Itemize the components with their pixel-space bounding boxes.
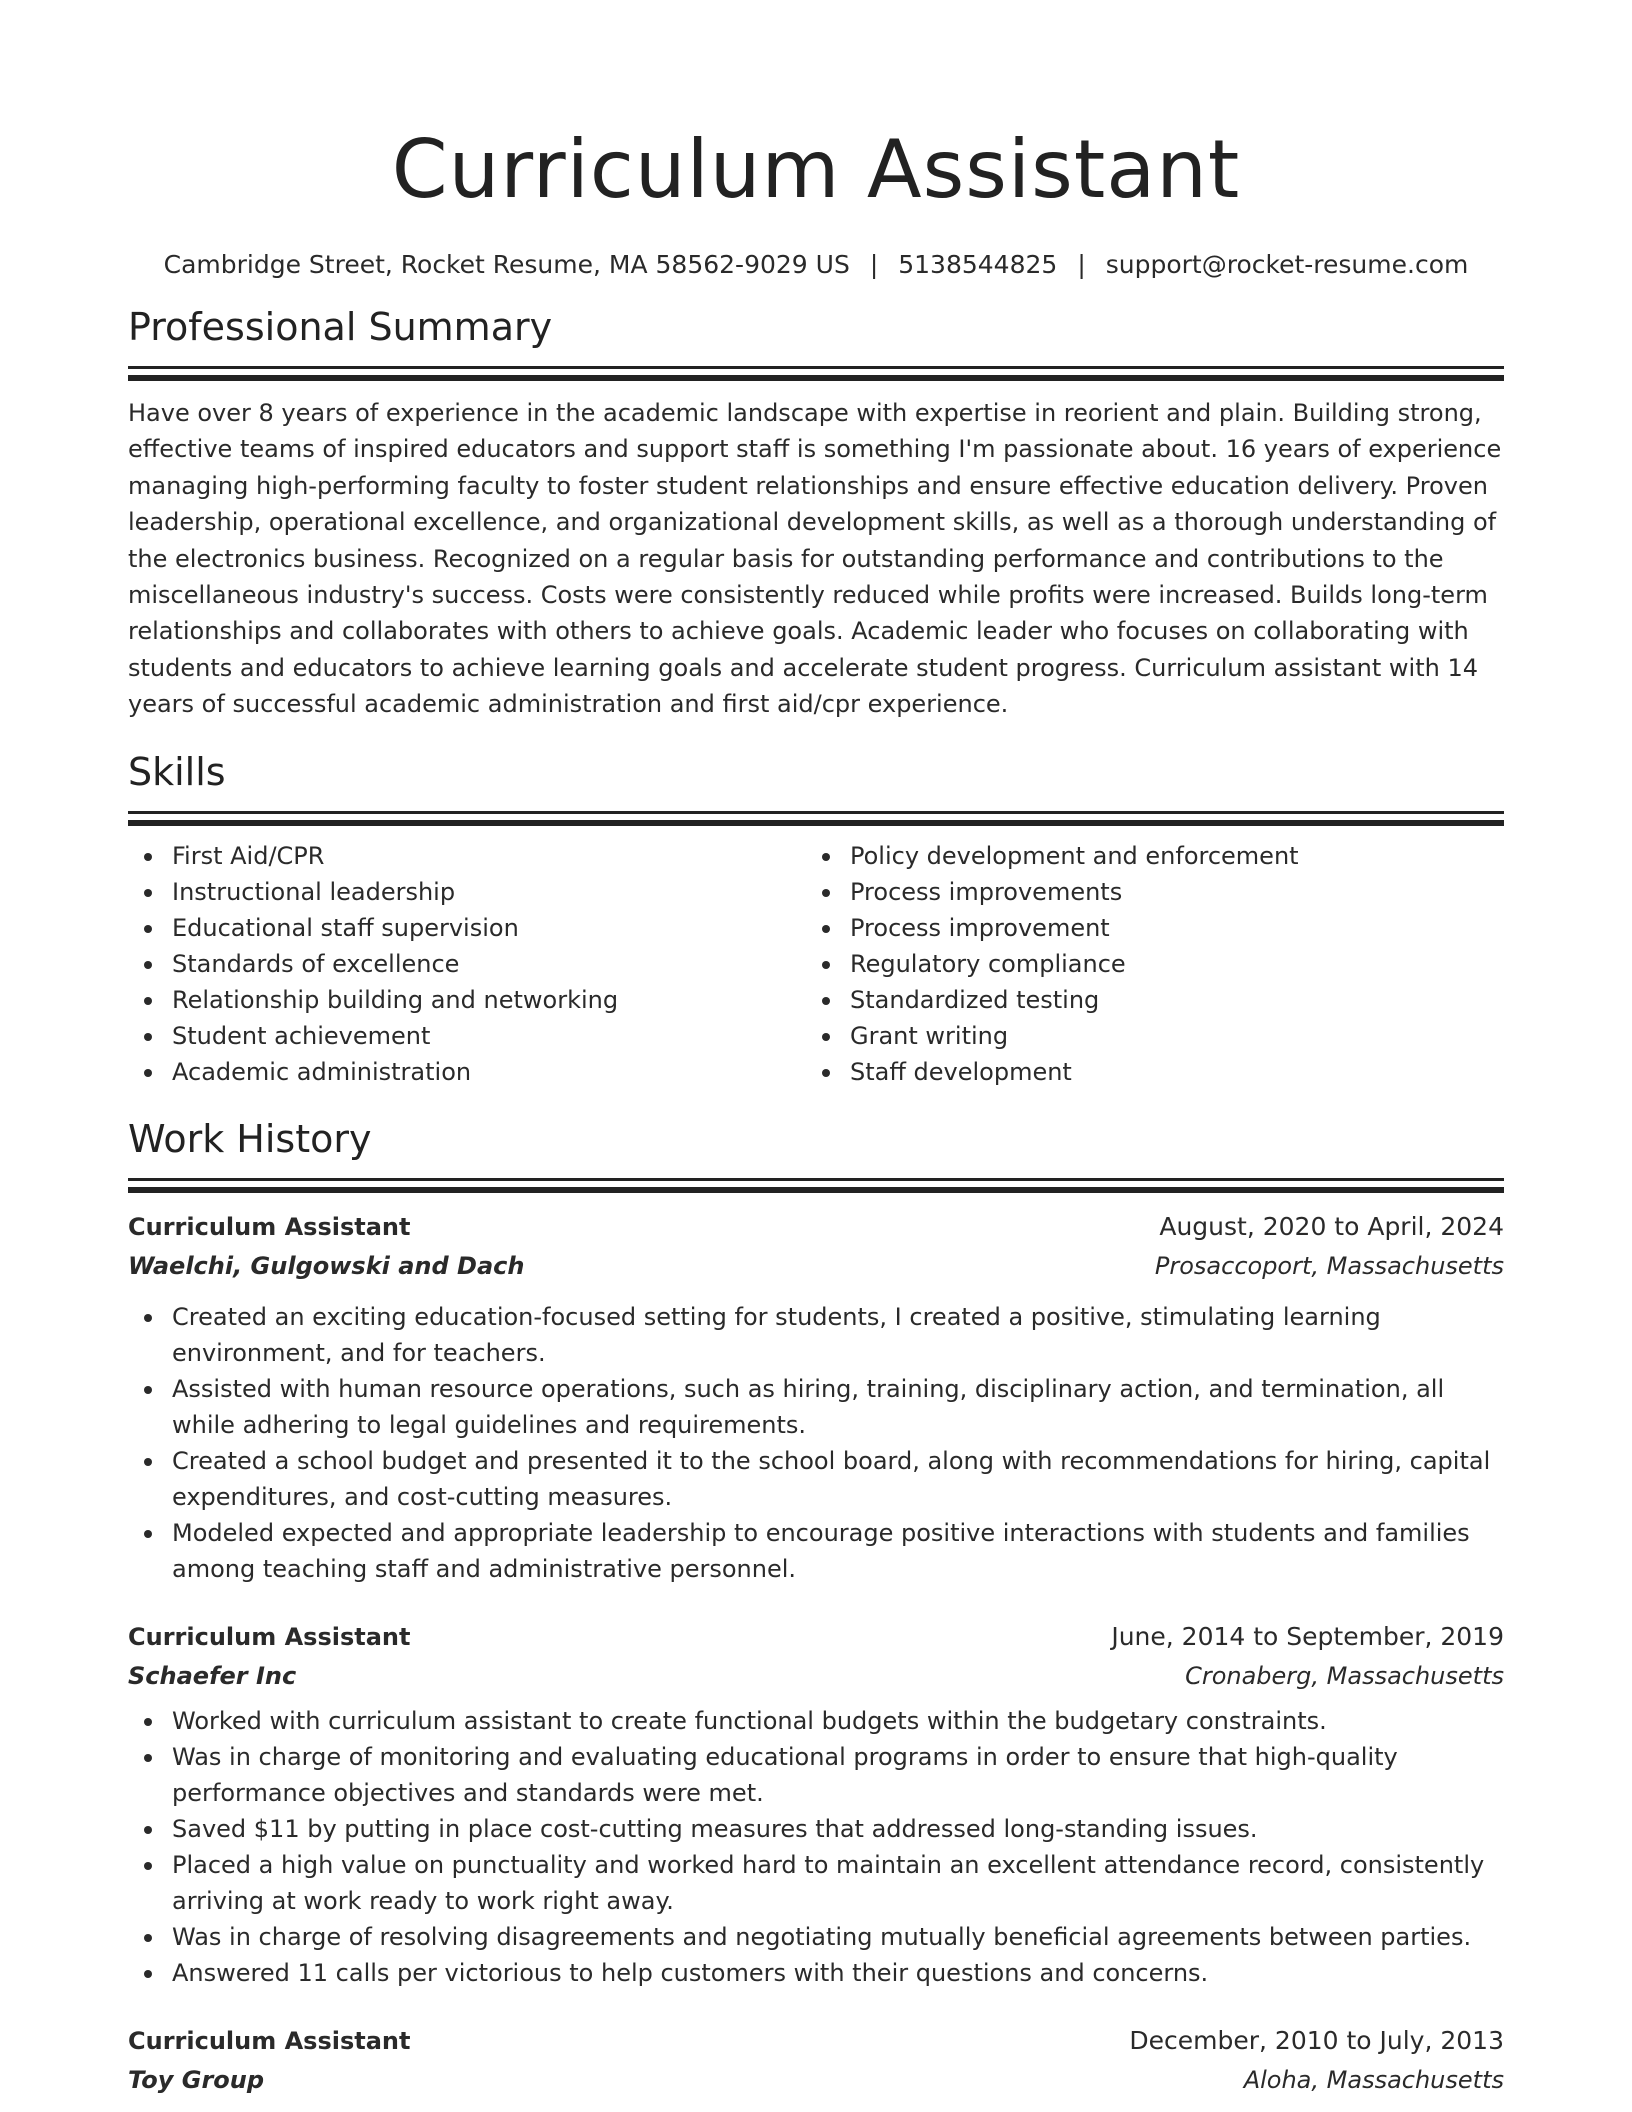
section-rule (128, 1178, 1504, 1181)
job-dates: August, 2020 to April, 2024 (1159, 1211, 1504, 1241)
contact-email: support@rocket-resume.com (1105, 250, 1469, 279)
summary-section (128, 304, 1504, 723)
section-rule (128, 366, 1504, 369)
job-company: Toy Group (128, 2065, 265, 2094)
section-rule (128, 811, 1504, 814)
contact-separator: | (1077, 250, 1086, 279)
skill-item: Standards of excellence (128, 946, 806, 982)
job-bullet: Worked with curriculum assistant to create functional budgets within the budgetary constraints. (128, 1703, 1504, 1739)
skill-item: Policy development and enforcement (806, 838, 1484, 874)
skill-item: Educational staff supervision (128, 910, 806, 946)
skill-item: Process improvements (806, 874, 1484, 910)
job-bullet: Placed a high value on punctuality and worked hard to maintain an excellent attendance record, consistently arriving at work ready to work right away. (128, 1847, 1504, 1919)
contact-phone: 5138544825 (898, 250, 1058, 279)
skill-item: Grant writing (806, 1018, 1484, 1054)
skill-item: Academic administration (128, 1054, 806, 1090)
job-company: Waelchi, Gulgowski and Dach (128, 1251, 525, 1280)
job-bullet: Was in charge of monitoring and evaluating educational programs in order to ensure that high-quality performance objectives and standards were met. (128, 1739, 1504, 1811)
job-bullet: Saved $11 by putting in place cost-cutting measures that addressed long-standing issues. (128, 1811, 1504, 1847)
section-title-skills: Skills (128, 749, 226, 794)
skill-item: Standardized testing (806, 982, 1484, 1018)
contact-line (128, 248, 1504, 282)
candidate-name: Curriculum Assistant (391, 123, 1241, 216)
summary-text: Have over 8 years of experience in the academic landscape with expertise in reorient and plain. Building strong, effective teams of inspired educators and support staff is something I'm passionate about. 16 years of experience managing high-performing faculty to foster student relationships and ensure effective education delivery. Proven leadership, operational excellence, and organizational development skills, as well as a thorough understanding of the electronics business. Recognized on a regular basis for outstanding performance and contributions to the miscellaneous industry's success. Costs were consistently reduced while profits were increased. Builds long-term relationships and collaborates with others to achieve goals. Academic leader who focuses on collaborating with students and educators to achieve learning goals and accelerate student progress. Curriculum assistant with 14 years of successful academic administration and first aid/cpr experience. (128, 399, 1502, 719)
job-dates: June, 2014 to September, 2019 (1111, 1621, 1504, 1651)
job-bullet: Was in charge of resolving disagreements and negotiating mutually beneficial agreements between parties. (128, 1919, 1504, 1955)
skill-item: Regulatory compliance (806, 946, 1484, 982)
job-bullets (128, 1299, 1504, 1587)
job-entry (128, 1617, 1504, 1991)
job-location: Cronaberg, Massachusetts (1185, 1661, 1504, 1690)
work-history-section (128, 1116, 1504, 2099)
contact-separator: | (869, 250, 879, 279)
section-rule-thick (128, 820, 1504, 826)
job-bullet: Created an exciting education-focused setting for students, I created a positive, stimulating learning environment, and for teachers. (128, 1299, 1504, 1371)
skill-item: Student achievement (128, 1018, 806, 1054)
resume-page (128, 0, 1504, 2099)
skills-section (128, 749, 1504, 1090)
section-rule-thick (128, 375, 1504, 381)
job-subheader (128, 1657, 1504, 1695)
skills-column-left (128, 838, 806, 1090)
job-bullet: Created a school budget and presented it to the school board, along with recommendations for hiring, capital expenditures, and cost-cutting measures. (128, 1443, 1504, 1515)
section-title-summary: Professional Summary (128, 305, 553, 349)
job-bullet: Assisted with human resource operations, such as hiring, training, disciplinary action, and termination, all while adhering to legal guidelines and requirements. (128, 1371, 1504, 1443)
job-title: Curriculum Assistant (128, 1622, 411, 1651)
job-bullet: Modeled expected and appropriate leadership to encourage positive interactions with students and families among teaching staff and administrative personnel. (128, 1515, 1504, 1587)
skill-item: Instructional leadership (128, 874, 806, 910)
skills-column-right (806, 838, 1484, 1090)
job-header (128, 1207, 1504, 1247)
section-title-work-history: Work History (128, 1116, 372, 1161)
contact-address: Cambridge Street, Rocket Resume, MA 58562-9029 US (163, 250, 850, 279)
job-title: Curriculum Assistant (128, 1212, 411, 1241)
skills-list (128, 838, 1504, 1090)
skill-item: Process improvement (806, 910, 1484, 946)
job-bullets (128, 1703, 1504, 1991)
job-location: Aloha, Massachusetts (1243, 2065, 1504, 2094)
job-title: Curriculum Assistant (128, 2026, 411, 2055)
job-header (128, 1617, 1504, 1657)
job-entry (128, 2021, 1504, 2099)
job-bullet: Answered 11 calls per victorious to help customers with their questions and concerns. (128, 1955, 1504, 1991)
skill-item: First Aid/CPR (128, 838, 806, 874)
job-header (128, 2021, 1504, 2061)
section-rule-thick (128, 1187, 1504, 1193)
job-company: Schaefer Inc (128, 1661, 297, 1690)
skill-item: Relationship building and networking (128, 982, 806, 1018)
job-entry (128, 1207, 1504, 1587)
job-subheader (128, 2061, 1504, 2099)
skill-item: Staff development (806, 1054, 1484, 1090)
job-location: Prosaccoport, Massachusetts (1154, 1251, 1504, 1280)
job-dates: December, 2010 to July, 2013 (1129, 2025, 1504, 2055)
job-subheader (128, 1247, 1504, 1285)
